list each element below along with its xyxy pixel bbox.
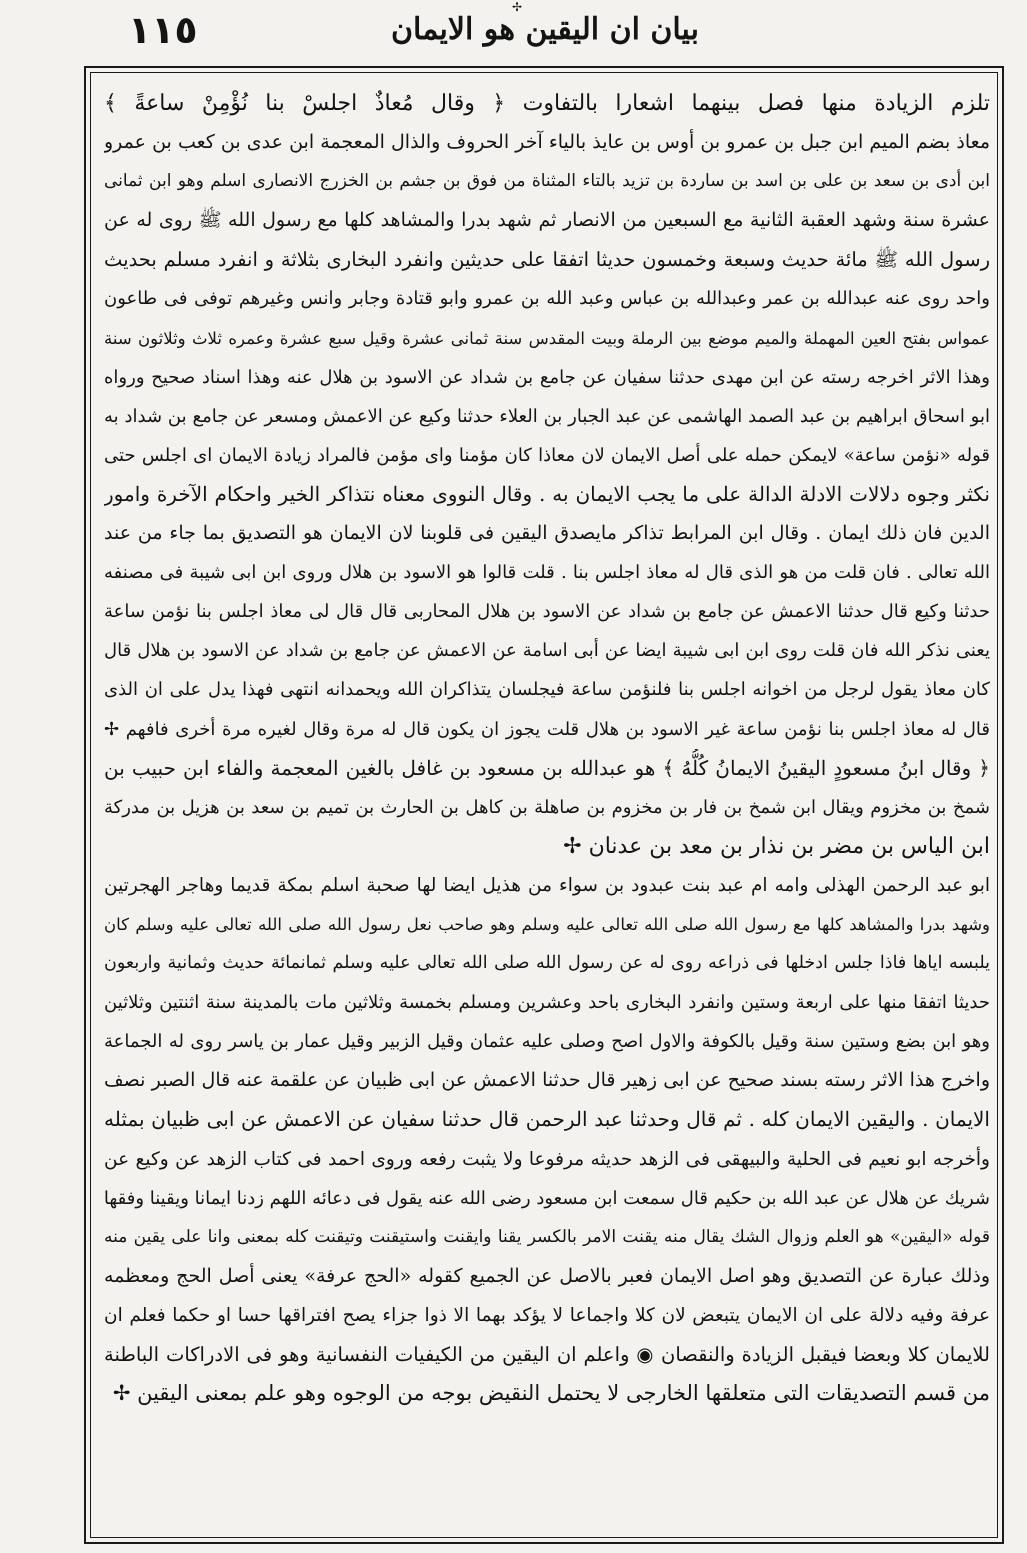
text-line: وشهد بدرا والمشاهد كلها مع رسول الله صلى الله تعالى عليه وسلم وهو صاحب نعل رسول الله صلى الله تعالى عليه وسلم كان <box>104 914 990 934</box>
text-line: قال له معاذ اجلس بنا نؤمن ساعة غير الاسود بن هلال قلت يجوز ان يكون قال له مرة وقال لغيره مرة أخرى فافهم ✢ <box>104 718 990 740</box>
text-line: واخرج هذا الاثر رسته بسند صحيح عن ابى زهير قال حدثنا الاعمش عن ابى ظبيان عن علقمة عنه قال الصبر نصف <box>104 1069 990 1092</box>
text-line: رسول الله ﷺ مائة حديث وسبعة وخمسون حديثا اتفقا على حديثين وانفرد البخارى بثلاثة و انفرد مسلم بحديث <box>104 248 990 272</box>
text-line: وهو ابن بضع وستين سنة وقيل بالكوفة والاول اصح وصلى عليه عثمان وقيل الزبير وقيل عمار بن ياسر روى له الجماعة <box>104 1031 990 1053</box>
text-line: كان معاذ يقول لرجل من اخوانه اجلس بنا فلنؤمن ساعة فيجلسان يتذاكران الله ويحمدانه انتهى فهذا يدل على ان الذى <box>104 679 990 701</box>
text-line: عرفة وفيه دلالة على ان الايمان يتبعض لان كلا واجماعا لا يؤكد بهما الا ذوا جزاء يصح افتراقها حسا او حكما فعلم ان <box>104 1304 990 1326</box>
text-line: من قسم التصديقات التى متعلقها الخارجى لا يحتمل النقيض بوجه من الوجوه وهو علم بمعنى اليقين ✢ <box>112 1381 990 1406</box>
text-line: وذلك عبارة عن التصديق وهو اصل الايمان فعبر بالاصل عن الجميع كقوله «الحج عرفة» يعنى أصل الحج ومعظمه <box>104 1264 990 1287</box>
text-line: الله تعالى . فان قلت من هو الذى قال له معاذ اجلس بنا . قلت قالوا هو الاسود بن هلال وروى ابن ابى شيبة فى مصنفه <box>104 562 990 584</box>
text-line: ﴿ وقال ابنُ مسعودٍ اليقينُ الايمانُ كُلُّهُ ﴾ هو عبدالله بن مسعود بن غافل بالغين المعجمة والفاء ابن حبيب بن <box>104 755 990 780</box>
running-title: بيان ان اليقين هو الايمان <box>391 12 699 47</box>
text-line: شريك عن هلال عن عبد الله بن حكيم قال سمعت ابن مسعود رضى الله عنه يقول فى دعائه اللهم زدنا ايمانا ويقينا وفقها <box>104 1187 990 1209</box>
text-line: شمخ بن مخزوم ويقال ابن شمخ بن فار بن مخزوم بن صاهلة بن كاهل بن الحارث بن تميم بن سعد بن هزيل بن مدركة <box>104 796 990 818</box>
text-line: عشرة سنة وشهد العقبة الثانية مع السبعين من الانصار ثم شهد بدرا والمشاهد كلها مع رسول الله ﷺ روى له عن <box>104 209 990 232</box>
text-line: تلزم الزيادة منها فصل بينهما اشعارا بالتفاوت ﴿ وقال مُعاذٌ اجلسْ بنا نُؤْمِنْ ساعةً ﴾ <box>104 91 990 116</box>
text-line: ابن الياس بن مضر بن نذار بن معد بن عدنان ✢ <box>563 833 990 859</box>
header-ornament: ✢ <box>512 0 523 14</box>
text-line: يلبسه اياها فاذا جلس ادخلها فى ذراعه روى له عن رسول الله صلى الله تعالى عليه وسلم ثمانمائة حديث وثمانية واربعون <box>104 953 990 974</box>
text-line: نكثر وجوه دلالات الادلة الدالة على ما يجب الايمان به . وقال النووى معناه نتذاكر الخير واحكام الآخرة وامور <box>104 481 990 506</box>
text-line: قوله «اليقين» هو العلم وزوال الشك يقال منه يقنت الامر بالكسر يقنا وايقنت واستيقنت وتيقنت كله بمعنى وانا على يقين منه <box>104 1226 990 1247</box>
page-header <box>0 0 1027 62</box>
text-line: الدين فان ذلك ايمان . وقال ابن المرابط تذاكر مايصدق اليقين فى قلوبنا لان الايمان هو التصديق بما جاء من عند <box>104 522 990 545</box>
text-line: حديثا اتفقا منها على اربعة وستين وانفرد البخارى باحد وعشرين ومسلم بخمسة وثلاثين مات بالمدينة سنة اثنتين وثلاثين <box>104 992 990 1014</box>
text-line: الايمان . واليقين الايمان كله . ثم قال وحدثنا عبد الرحمن قال حدثنا سفيان عن الاعمش عن ابى ظبيان بمثله <box>104 1107 990 1132</box>
text-line: معاذ بضم الميم ابن جبل بن عمرو بن أوس بن عايذ بالياء آخر الحروف والذال المعجمة ابن عدى بن كعب بن عمرو <box>104 131 990 154</box>
text-line: للايمان كلا وبعضا فيقبل الزيادة والنقصان ◉ واعلم ان اليقين من الكيفيات النفسانية وهو فى الادراكات الباطنة <box>104 1343 990 1366</box>
text-line: وأخرجه ابو نعيم فى الحلية والبيهقى فى الزهد حديثه مرفوعا ولا يثبت رفعه وروى احمد فى كتاب الزهد عن وكيع عن <box>104 1148 990 1170</box>
text-line: عمواس بفتح العين المهملة والميم موضع بين الرملة وبيت المقدس سنة ثمانى عشرة وقيل سبع عشرة وعمره ثلاث وثلاثون سنة <box>104 328 990 348</box>
body-text <box>104 84 990 1532</box>
text-line: ابن أدى بن سعد بن على بن اسد بن ساردة بن تزيد بالتاء المثناة من فوق بن جشم بن الخزرج الانصارى اسلم وهو ابن ثمانى <box>104 171 990 192</box>
text-line: واحد روى عنه عبدالله بن عمر وعبدالله بن عباس وعبد الله بن عمرو وابو قتادة وجابر وانس وغيرهم توفى فى طاعون <box>104 288 990 310</box>
text-line: ابو اسحاق ابراهيم بن عبد الصمد الهاشمى عن عبد الجبار بن العلاء حدثنا وكيع عن الاعمش ومسعر عن جامع بن شداد به <box>104 405 990 427</box>
page-number: ١١٥ <box>128 8 198 52</box>
text-line: ابو عبد الرحمن الهذلى وامه ام عبد بنت عبدود بن سواء من هذيل ايضا لها صحبة اسلم بمكة قديما وهاجر الهجرتين <box>104 874 990 896</box>
text-line: وهذا الاثر اخرجه رسته عن ابن مهدى حدثنا سفيان عن جامع بن شداد عن الاسود بن هلال عنه وهذا اسناد صحيح ورواه <box>104 366 990 388</box>
text-line: حدثنا وكيع قال حدثنا الاعمش عن جامع بن شداد عن الاسود بن هلال المحاربى قال قال لى معاذ اجلس بنا نؤمن ساعة <box>104 601 990 623</box>
text-line: يعنى نذكر الله فان قلت روى ابن ابى شيبة ايضا عن أبى اسامة عن الاعمش عن جامع بن شداد عن الاسود بن هلال قال <box>104 640 990 662</box>
text-line: قوله «نؤمن ساعة» لايمكن حمله على أصل الايمان لان معاذا كان مؤمنا واى مؤمن فالمراد زيادة الايمان اى اجلس حتى <box>104 444 990 466</box>
